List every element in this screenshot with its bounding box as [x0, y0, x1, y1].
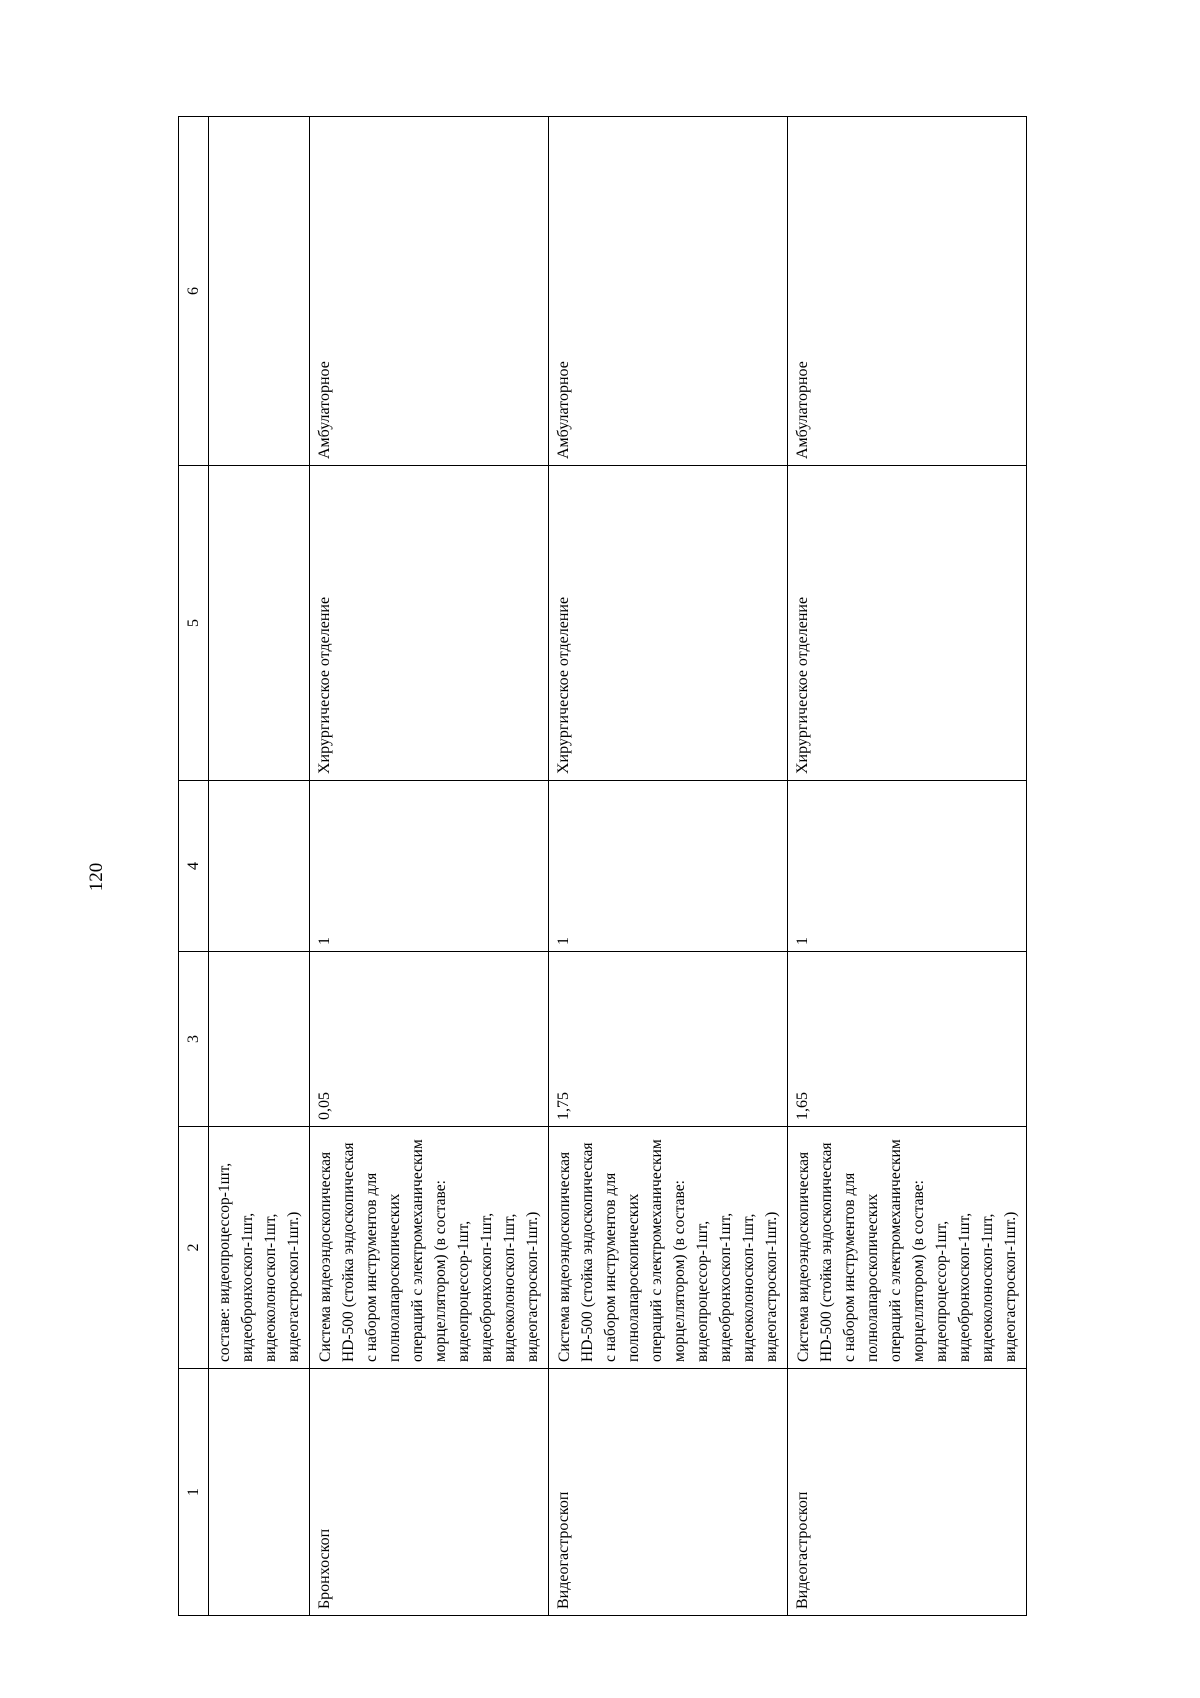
column-number-2: 2	[179, 1127, 209, 1369]
cell-value: 1,65	[788, 952, 1027, 1127]
cell-care-type: Амбулаторное	[310, 117, 549, 466]
column-number-1: 1	[179, 1369, 209, 1616]
cell-quantity	[209, 781, 310, 952]
table-row	[310, 117, 549, 1616]
cell-care-type: Амбулаторное	[549, 117, 788, 466]
column-number-4: 4	[179, 781, 209, 952]
cell-department: Хирургическое отделение	[549, 466, 788, 781]
table-row	[549, 117, 788, 1616]
cell-value: 0,05	[310, 952, 549, 1127]
cell-value: 1,75	[549, 952, 788, 1127]
equipment-table	[178, 116, 1027, 1616]
cell-quantity: 1	[788, 781, 1027, 952]
table-row-continuation	[209, 117, 310, 1616]
cell-description: Система видеоэндоскопическая HD-500 (стойка эндоскопическая с набором инструментов для полнолапароскопических операций с электромеханическим морцеллятором) (в составе: видеопроцессор-1шт, видеобронхоскоп-1шт, видеоколоноскоп-1шт, видеогастроскоп-1шт.)	[788, 1127, 1027, 1369]
cell-quantity: 1	[549, 781, 788, 952]
cell-name: Бронхоскоп	[310, 1369, 549, 1616]
cell-description: составе: видеопроцессор-1шт, видеобронхоскоп-1шт, видеоколоноскоп-1шт, видеогастроскоп-1шт.)	[209, 1127, 310, 1369]
cell-value	[209, 952, 310, 1127]
cell-name: Видеогастроскоп	[549, 1369, 788, 1616]
cell-quantity: 1	[310, 781, 549, 952]
cell-department	[209, 466, 310, 781]
cell-description: Система видеоэндоскопическая HD-500 (стойка эндоскопическая с набором инструментов для полнолапароскопических операций с электромеханическим морцеллятором) (в составе: видеопроцессор-1шт, видеобронхоскоп-1шт, видеоколоноскоп-1шт, видеогастроскоп-1шт.)	[549, 1127, 788, 1369]
cell-description: Система видеоэндоскопическая HD-500 (стойка эндоскопическая с набором инструментов для полнолапароскопических операций с электромеханическим морцеллятором) (в составе: видеопроцессор-1шт, видеобронхоскоп-1шт, видеоколоноскоп-1шт, видеогастроскоп-1шт.)	[310, 1127, 549, 1369]
cell-care-type	[209, 117, 310, 466]
table-row	[788, 117, 1027, 1616]
table-header-row	[179, 117, 209, 1616]
equipment-table-container	[178, 117, 1019, 1616]
cell-name: Видеогастроскоп	[788, 1369, 1027, 1616]
cell-department: Хирургическое отделение	[310, 466, 549, 781]
column-number-6: 6	[179, 117, 209, 466]
cell-care-type: Амбулаторное	[788, 117, 1027, 466]
column-number-3: 3	[179, 952, 209, 1127]
page-number: 120	[86, 862, 107, 892]
cell-name	[209, 1369, 310, 1616]
column-number-5: 5	[179, 466, 209, 781]
cell-department: Хирургическое отделение	[788, 466, 1027, 781]
